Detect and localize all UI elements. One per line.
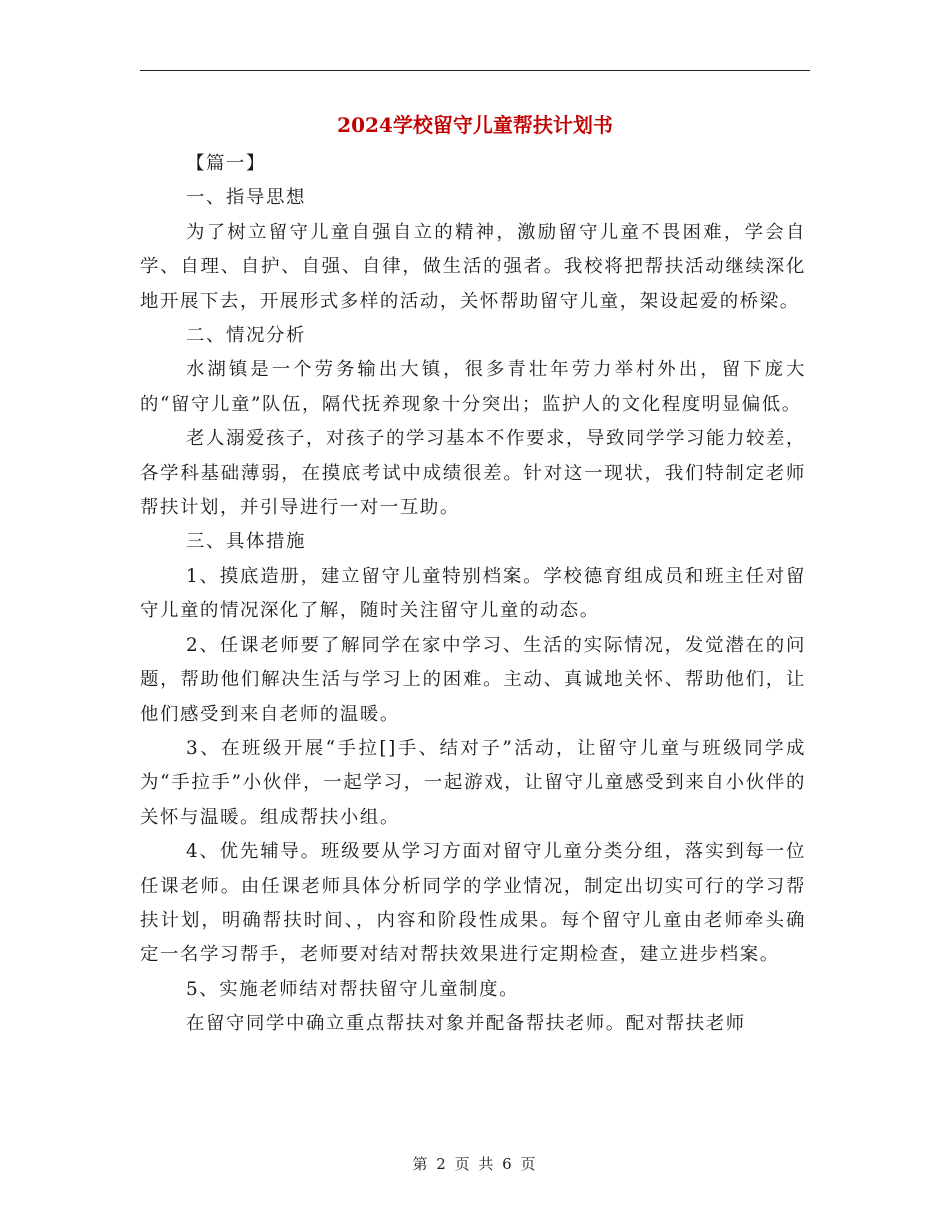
paragraph: 3、在班级开展“手拉[]手、结对子”活动，让留守儿童与班级同学成为“手拉手”小伙伴，一起学习，一起游戏，让留守儿童感受到来自小伙伴的关怀与温暖。组成帮扶小组。: [140, 737, 806, 828]
header-rule: [140, 70, 810, 71]
section-heading: 三、具体措施: [186, 531, 306, 553]
section-marker: 【篇一】: [186, 153, 266, 174]
paragraph: 水湖镇是一个劳务输出大镇，很多青壮年劳力举村外出，留下庞大的“留守儿童”队伍，隔代抚养现象十分突出；监护人的文化程度明显偏低。: [140, 359, 806, 415]
section-heading: 二、情况分析: [186, 325, 306, 347]
paragraph: 4、优先辅导。班级要从学习方面对留守儿童分类分组，落实到每一位任课老师。由任课老师具体分析同学的学业情况，制定出切实可行的学习帮扶计划，明确帮扶时间、，内容和阶段性成果。每个留守儿童由老师牵头确定一名学习帮手，老师要对结对帮扶效果进行定期检查，建立进步档案。: [140, 841, 806, 966]
paragraph: 1、摸底造册，建立留守儿童特别档案。学校德育组成员和班主任对留守儿童的情况深化了解，随时关注留守儿童的动态。: [140, 565, 806, 622]
paragraph: 在留守同学中确立重点帮扶对象并配备帮扶老师。配对帮扶老师: [186, 1013, 746, 1035]
page-number: 第 2 页 共 6 页: [412, 1155, 538, 1173]
paragraph: 2、任课老师要了解同学在家中学习、生活的实际情况，发觉潜在的问题，帮助他们解决生活与学习上的困难。主动、真诚地关怀、帮助他们，让他们感受到来自老师的温暖。: [140, 634, 806, 725]
section-heading: 一、指导思想: [186, 187, 306, 209]
paragraph: 老人溺爱孩子，对孩子的学习基本不作要求，导致同学学习能力较差，各学科基础薄弱，在摸底考试中成绩很差。针对这一现状，我们特制定老师帮扶计划，并引导进行一对一互助。: [140, 428, 806, 519]
document-title: 2024学校留守儿童帮扶计划书: [337, 113, 613, 137]
paragraph: 5、实施老师结对帮扶留守儿童制度。: [186, 978, 520, 1000]
paragraph: 为了树立留守儿童自强自立的精神，激励留守儿童不畏困难，学会自学、自理、自护、自强、自律，做生活的强者。我校将把帮扶活动继续深化地开展下去，开展形式多样的活动，关怀帮助留守儿童，架设起爱的桥梁。: [140, 221, 806, 312]
document-body: [140, 147, 806, 1042]
